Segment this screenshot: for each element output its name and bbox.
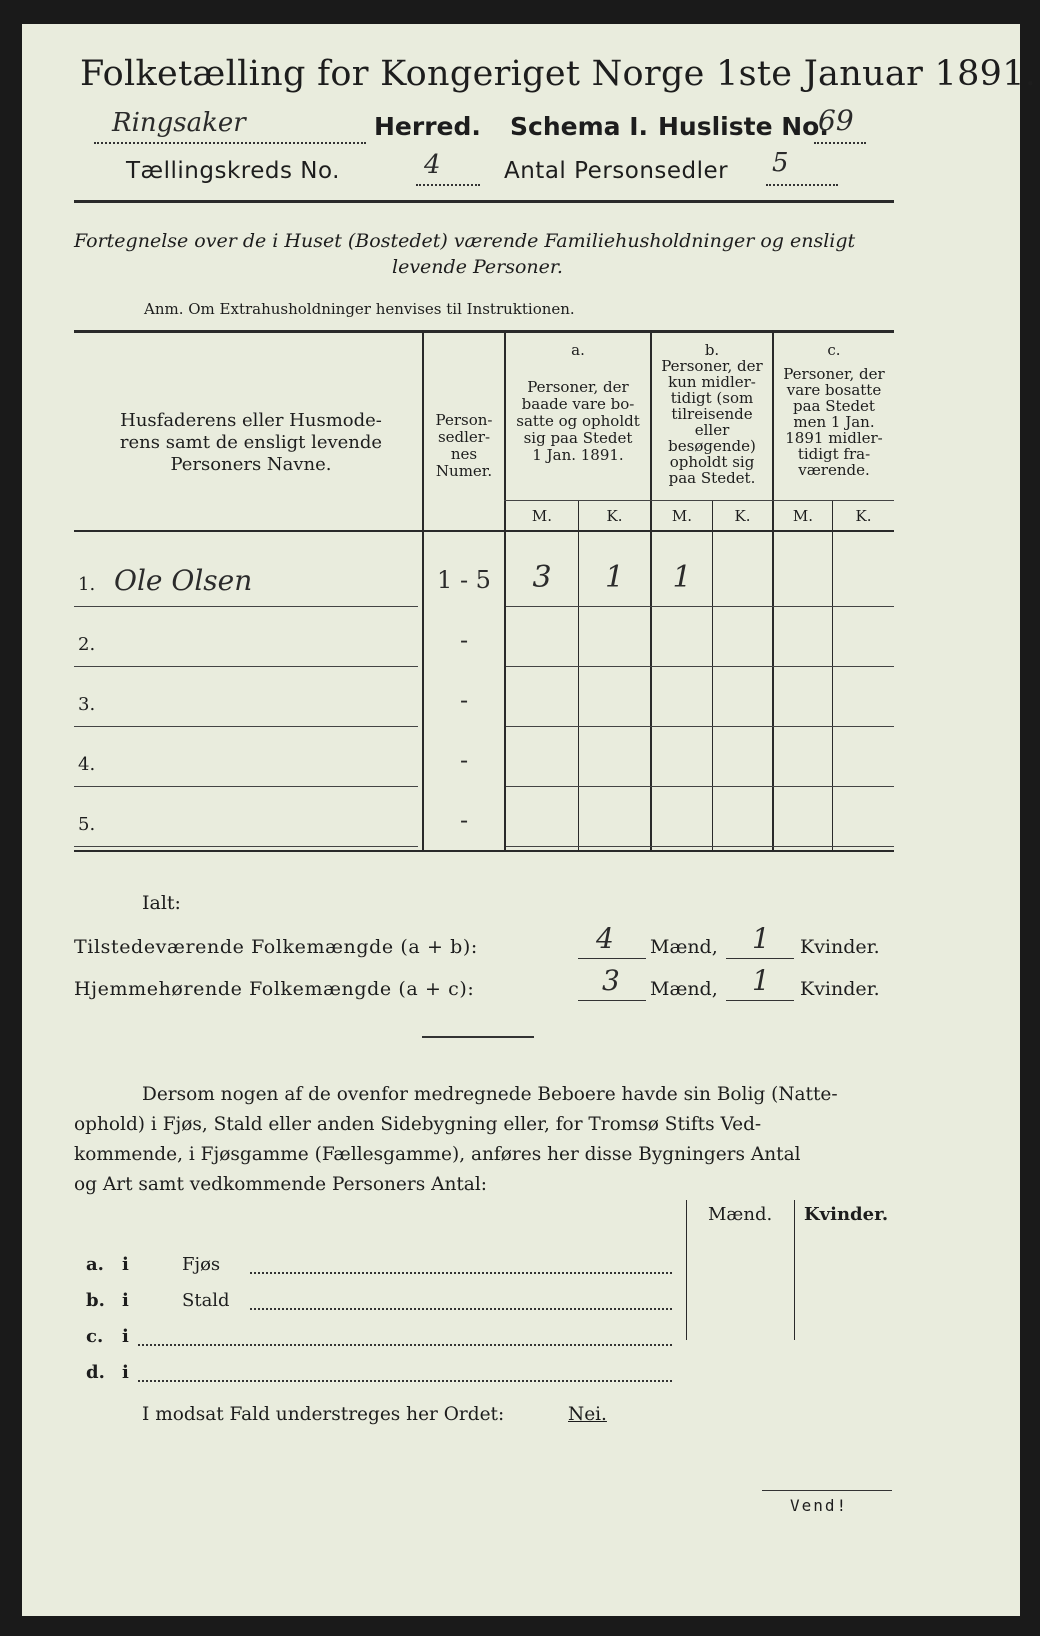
nei-word: Nei. — [568, 1404, 607, 1425]
para-l3: kommende, i Fjøsgamme (Fællesgamme), anføres her disse Bygningers Antal — [74, 1144, 801, 1165]
row-line-right — [506, 726, 894, 727]
husliste-value: 69 — [818, 104, 854, 137]
bld-kvinder-head: Kvinder. — [804, 1204, 889, 1225]
row-number: 5. — [78, 814, 96, 835]
form-title: Folketælling for Kongeriget Norge 1ste Januar 1891. — [80, 54, 1037, 94]
col-b-l7: opholdt sig — [669, 453, 755, 471]
hjemme-kvinder-line — [726, 1000, 794, 1001]
table-bottom-rule — [74, 850, 894, 852]
intro-line2: levende Personer. — [392, 256, 563, 278]
col-divider-cm — [832, 500, 833, 850]
hjemme-maend: 3 — [602, 964, 620, 997]
ak-head: K. — [606, 507, 623, 525]
col-b-l6: besøgende) — [668, 437, 756, 455]
hjemme-maend-word: Mænd, — [650, 978, 718, 1000]
mk-top-line — [504, 500, 894, 501]
col-a-l3: satte og opholdt — [516, 412, 640, 430]
cm-head: M. — [792, 507, 814, 525]
col-c-l7: værende. — [798, 461, 870, 479]
row-number: 2. — [78, 634, 96, 655]
intro-line1: Fortegnelse over de i Huset (Bostedet) værende Familiehusholdninger og ensligt — [74, 230, 856, 252]
husliste-dots — [814, 142, 866, 144]
row-line — [74, 726, 418, 727]
para-l4: og Art samt vedkommende Personers Antal: — [74, 1174, 487, 1195]
col-c-l3: paa Stedet — [793, 397, 875, 415]
col-divider-bm — [712, 500, 713, 850]
am-head: M. — [531, 507, 553, 525]
building-dots — [138, 1380, 672, 1382]
building-label: Fjøs — [182, 1254, 221, 1275]
row-personsedler-number: - — [459, 626, 469, 654]
antal-dots — [766, 184, 838, 186]
bm-head: M. — [671, 507, 693, 525]
row-cell-ak: 1 — [604, 560, 625, 595]
col-b-l8: paa Stedet. — [668, 469, 756, 487]
col-c-l4: men 1 Jan. — [793, 413, 875, 431]
herred-value: Ringsaker — [112, 108, 246, 138]
tilstede-kvinder-line — [726, 958, 794, 959]
row-personsedler-number: 1 - 5 — [437, 566, 491, 594]
col-a-l1: Personer, der — [527, 378, 629, 396]
ialt-label: Ialt: — [142, 892, 181, 914]
row-line-right — [506, 846, 894, 847]
kreds-label: Tællingskreds No. — [126, 158, 340, 184]
tilstede-maend: 4 — [596, 922, 614, 955]
hjemme-label: Hjemmehørende Folkemængde (a + c): — [74, 978, 475, 1000]
row-personsedler-number: - — [459, 806, 469, 834]
col-a-l2: baade vare bo- — [521, 395, 635, 413]
col-c-head — [774, 342, 894, 478]
col-c-l2: vare bosatte — [786, 381, 882, 399]
section-divider — [422, 1036, 534, 1038]
col-name-head — [86, 410, 416, 476]
col-divider-am — [578, 500, 579, 850]
bld-divider-1 — [686, 1200, 687, 1340]
col-b-l4: tilreisende — [671, 405, 753, 423]
antal-value: 5 — [772, 148, 789, 178]
col-name-line1: Husfaderens eller Husmode- — [120, 410, 382, 431]
hjemme-maend-line — [578, 1000, 646, 1001]
building-letter: b. — [86, 1290, 105, 1311]
col-c-l5: 1891 midler- — [785, 429, 883, 447]
col-c-letter: c. — [827, 341, 841, 359]
kreds-value: 4 — [424, 150, 441, 180]
col-num-line2: sedler- — [437, 428, 491, 446]
row-line — [74, 606, 418, 607]
building-label: Stald — [182, 1290, 230, 1311]
col-b-letter: b. — [704, 341, 720, 359]
row-personsedler-number: - — [459, 686, 469, 714]
col-a-head — [506, 342, 650, 464]
col-a-l4: sig paa Stedet — [523, 429, 633, 447]
modsat-text: I modsat Fald understreges her Ordet: — [142, 1404, 505, 1425]
building-letter: c. — [86, 1326, 104, 1347]
building-i: i — [122, 1326, 129, 1347]
building-dots — [250, 1308, 672, 1310]
col-b-head — [652, 342, 772, 486]
vend-rule — [762, 1490, 892, 1491]
bld-divider-2 — [794, 1200, 795, 1340]
row-number: 4. — [78, 754, 96, 775]
building-dots — [138, 1344, 672, 1346]
tilstede-kvinder-word: Kvinder. — [800, 936, 880, 958]
schema-label: Schema I. — [510, 112, 649, 141]
col-num-line3: nes — [450, 445, 478, 463]
building-letter: d. — [86, 1362, 105, 1383]
building-dots — [250, 1272, 672, 1274]
row-line-right — [506, 606, 894, 607]
col-a-letter: a. — [571, 341, 585, 359]
ck-head: K. — [855, 507, 872, 525]
anm-note: Anm. Om Extrahusholdninger henvises til Instruktionen. — [144, 300, 575, 318]
building-i: i — [122, 1362, 129, 1383]
tilstede-kvinder: 1 — [752, 922, 770, 955]
row-line — [74, 786, 418, 787]
bld-maend-head: Mænd. — [708, 1204, 773, 1225]
row-cell-bm: 1 — [672, 560, 692, 595]
col-num-line4: Numer. — [435, 462, 493, 480]
col-b-l1: Personer, der — [661, 357, 763, 375]
tilstede-label: Tilstedeværende Folkemængde (a + b): — [74, 936, 478, 958]
row-line-right — [506, 786, 894, 787]
row-line — [74, 846, 418, 847]
bk-head: K. — [734, 507, 751, 525]
hjemme-kvinder-word: Kvinder. — [800, 978, 880, 1000]
row-number: 1. — [78, 574, 96, 595]
row-cell-am: 3 — [532, 560, 552, 595]
table-top-rule — [74, 330, 894, 333]
col-b-l3: tidigt (som — [670, 389, 754, 407]
col-b-l2: kun midler- — [668, 373, 756, 391]
hjemme-kvinder: 1 — [752, 964, 770, 997]
col-name-line2: rens samt de ensligt levende — [119, 432, 383, 453]
para-l2: ophold) i Fjøs, Stald eller anden Sidebygning eller, for Tromsø Stifts Ved- — [74, 1114, 762, 1135]
header-rule — [74, 200, 894, 203]
kreds-dots — [416, 184, 480, 186]
col-num-line1: Person- — [435, 411, 493, 429]
col-b-l5: eller — [694, 421, 730, 439]
row-line — [74, 666, 418, 667]
col-c-l1: Personer, der — [783, 365, 885, 383]
husliste-label: Husliste No. — [658, 112, 829, 141]
col-c-l6: tidigt fra- — [797, 445, 871, 463]
building-letter: a. — [86, 1254, 104, 1275]
para-l1: Dersom nogen af de ovenfor medregnede Beboere havde sin Bolig (Natte- — [142, 1084, 838, 1105]
col-num-head — [424, 412, 504, 480]
herred-dots — [94, 142, 366, 144]
row-number: 3. — [78, 694, 96, 715]
building-i: i — [122, 1290, 129, 1311]
row-name: Ole Olsen — [114, 564, 253, 597]
building-i: i — [122, 1254, 129, 1275]
row-personsedler-number: - — [459, 746, 469, 774]
tilstede-maend-line — [578, 958, 646, 959]
antal-label: Antal Personsedler — [504, 158, 729, 184]
tilstede-maend-word: Mænd, — [650, 936, 718, 958]
vend-label: Vend! — [790, 1496, 849, 1515]
row-line-right — [506, 666, 894, 667]
col-name-line3: Personers Navne. — [170, 454, 332, 475]
herred-label: Herred. — [374, 112, 481, 141]
census-form-page — [22, 24, 1037, 1616]
header-bottom-rule — [74, 530, 894, 532]
col-a-l5: 1 Jan. 1891. — [532, 446, 624, 464]
